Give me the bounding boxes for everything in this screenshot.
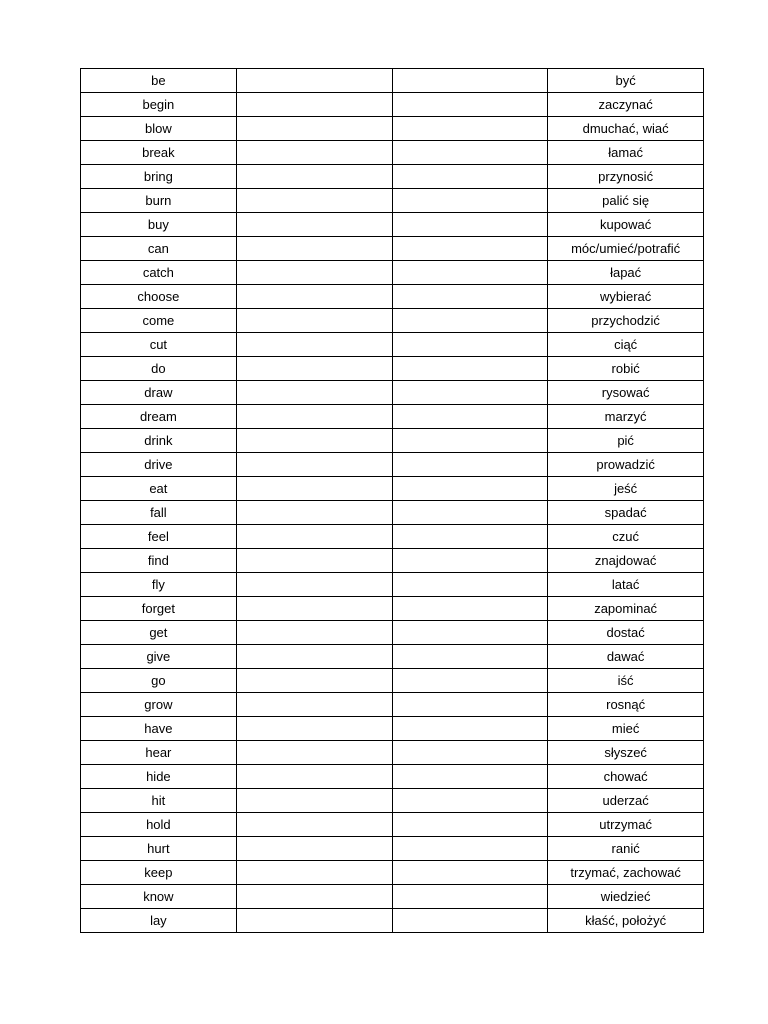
table-row (81, 693, 704, 717)
table-row (81, 765, 704, 789)
polish-translation-cell: palić się (548, 189, 704, 213)
table-row (81, 477, 704, 501)
english-verb-cell: draw (81, 381, 237, 405)
polish-translation-cell: marzyć (548, 405, 704, 429)
blank-answer-cell[interactable] (392, 597, 548, 621)
table-row (81, 69, 704, 93)
polish-translation-cell: prowadzić (548, 453, 704, 477)
blank-answer-cell[interactable] (236, 141, 392, 165)
english-verb-cell: fall (81, 501, 237, 525)
polish-translation-cell: zapominać (548, 597, 704, 621)
table-row (81, 525, 704, 549)
polish-translation-cell: zaczynać (548, 93, 704, 117)
polish-translation-cell: mieć (548, 717, 704, 741)
blank-answer-cell[interactable] (392, 669, 548, 693)
table-row (81, 789, 704, 813)
polish-translation-cell: kupować (548, 213, 704, 237)
english-verb-cell: catch (81, 261, 237, 285)
blank-answer-cell[interactable] (236, 669, 392, 693)
english-verb-cell: burn (81, 189, 237, 213)
blank-answer-cell[interactable] (392, 789, 548, 813)
english-verb-cell: hide (81, 765, 237, 789)
table-row (81, 573, 704, 597)
polish-translation-cell: ciąć (548, 333, 704, 357)
table-row (81, 453, 704, 477)
blank-answer-cell[interactable] (236, 453, 392, 477)
blank-answer-cell[interactable] (236, 261, 392, 285)
english-verb-cell: hurt (81, 837, 237, 861)
blank-answer-cell[interactable] (392, 813, 548, 837)
blank-answer-cell[interactable] (236, 693, 392, 717)
blank-answer-cell[interactable] (236, 741, 392, 765)
table-row (81, 237, 704, 261)
blank-answer-cell[interactable] (236, 93, 392, 117)
table-row (81, 141, 704, 165)
blank-answer-cell[interactable] (236, 117, 392, 141)
polish-translation-cell: trzymać, zachować (548, 861, 704, 885)
polish-translation-cell: kłaść, położyć (548, 909, 704, 933)
blank-answer-cell[interactable] (236, 285, 392, 309)
blank-answer-cell[interactable] (236, 549, 392, 573)
table-row (81, 333, 704, 357)
blank-answer-cell[interactable] (392, 525, 548, 549)
table-row (81, 501, 704, 525)
table-row (81, 381, 704, 405)
table-row (81, 597, 704, 621)
polish-translation-cell: łapać (548, 261, 704, 285)
table-row (81, 93, 704, 117)
blank-answer-cell[interactable] (236, 597, 392, 621)
english-verb-cell: know (81, 885, 237, 909)
english-verb-cell: find (81, 549, 237, 573)
english-verb-cell: choose (81, 285, 237, 309)
blank-answer-cell[interactable] (392, 693, 548, 717)
table-row (81, 909, 704, 933)
polish-translation-cell: móc/umieć/potrafić (548, 237, 704, 261)
table-row (81, 117, 704, 141)
polish-translation-cell: dawać (548, 645, 704, 669)
blank-answer-cell[interactable] (392, 261, 548, 285)
polish-translation-cell: iść (548, 669, 704, 693)
blank-answer-cell[interactable] (392, 837, 548, 861)
polish-translation-cell: wybierać (548, 285, 704, 309)
blank-answer-cell[interactable] (236, 69, 392, 93)
table-row (81, 645, 704, 669)
blank-answer-cell[interactable] (392, 189, 548, 213)
blank-answer-cell[interactable] (392, 549, 548, 573)
polish-translation-cell: uderzać (548, 789, 704, 813)
table-row (81, 837, 704, 861)
blank-answer-cell[interactable] (236, 189, 392, 213)
english-verb-cell: drive (81, 453, 237, 477)
table-row (81, 549, 704, 573)
polish-translation-cell: wiedzieć (548, 885, 704, 909)
blank-answer-cell[interactable] (236, 861, 392, 885)
blank-answer-cell[interactable] (392, 645, 548, 669)
blank-answer-cell[interactable] (236, 525, 392, 549)
english-verb-cell: cut (81, 333, 237, 357)
table-row (81, 405, 704, 429)
table-row (81, 189, 704, 213)
english-verb-cell: can (81, 237, 237, 261)
blank-answer-cell[interactable] (236, 309, 392, 333)
english-verb-cell: blow (81, 117, 237, 141)
blank-answer-cell[interactable] (392, 93, 548, 117)
blank-answer-cell[interactable] (236, 885, 392, 909)
english-verb-cell: drink (81, 429, 237, 453)
polish-translation-cell: przychodzić (548, 309, 704, 333)
table-row (81, 285, 704, 309)
blank-answer-cell[interactable] (392, 285, 548, 309)
polish-translation-cell: chować (548, 765, 704, 789)
table-row (81, 669, 704, 693)
blank-answer-cell[interactable] (236, 213, 392, 237)
blank-answer-cell[interactable] (392, 501, 548, 525)
polish-translation-cell: jeść (548, 477, 704, 501)
blank-answer-cell[interactable] (392, 477, 548, 501)
blank-answer-cell[interactable] (392, 861, 548, 885)
english-verb-cell: give (81, 645, 237, 669)
table-row (81, 741, 704, 765)
english-verb-cell: begin (81, 93, 237, 117)
english-verb-cell: eat (81, 477, 237, 501)
polish-translation-cell: pić (548, 429, 704, 453)
blank-answer-cell[interactable] (236, 717, 392, 741)
english-verb-cell: feel (81, 525, 237, 549)
blank-answer-cell[interactable] (236, 237, 392, 261)
blank-answer-cell[interactable] (236, 405, 392, 429)
polish-translation-cell: ranić (548, 837, 704, 861)
blank-answer-cell[interactable] (392, 213, 548, 237)
blank-answer-cell[interactable] (236, 909, 392, 933)
polish-translation-cell: być (548, 69, 704, 93)
blank-answer-cell[interactable] (236, 645, 392, 669)
verb-table-body (81, 69, 704, 933)
blank-answer-cell[interactable] (392, 909, 548, 933)
blank-answer-cell[interactable] (392, 141, 548, 165)
english-verb-cell: break (81, 141, 237, 165)
verb-table (80, 68, 704, 933)
blank-answer-cell[interactable] (392, 381, 548, 405)
blank-answer-cell[interactable] (392, 453, 548, 477)
blank-answer-cell[interactable] (392, 885, 548, 909)
english-verb-cell: hold (81, 813, 237, 837)
blank-answer-cell[interactable] (236, 765, 392, 789)
polish-translation-cell: rosnąć (548, 693, 704, 717)
polish-translation-cell: latać (548, 573, 704, 597)
polish-translation-cell: rysować (548, 381, 704, 405)
blank-answer-cell[interactable] (236, 573, 392, 597)
table-row (81, 165, 704, 189)
blank-answer-cell[interactable] (392, 165, 548, 189)
polish-translation-cell: znajdować (548, 549, 704, 573)
blank-answer-cell[interactable] (236, 837, 392, 861)
polish-translation-cell: utrzymać (548, 813, 704, 837)
blank-answer-cell[interactable] (392, 357, 548, 381)
blank-answer-cell[interactable] (392, 429, 548, 453)
table-row (81, 309, 704, 333)
blank-answer-cell[interactable] (392, 333, 548, 357)
polish-translation-cell: spadać (548, 501, 704, 525)
english-verb-cell: grow (81, 693, 237, 717)
table-row (81, 717, 704, 741)
blank-answer-cell[interactable] (236, 357, 392, 381)
table-row (81, 213, 704, 237)
blank-answer-cell[interactable] (392, 717, 548, 741)
english-verb-cell: forget (81, 597, 237, 621)
english-verb-cell: go (81, 669, 237, 693)
blank-answer-cell[interactable] (392, 309, 548, 333)
blank-answer-cell[interactable] (236, 789, 392, 813)
english-verb-cell: hit (81, 789, 237, 813)
blank-answer-cell[interactable] (236, 381, 392, 405)
english-verb-cell: bring (81, 165, 237, 189)
blank-answer-cell[interactable] (236, 621, 392, 645)
polish-translation-cell: przynosić (548, 165, 704, 189)
polish-translation-cell: dmuchać, wiać (548, 117, 704, 141)
polish-translation-cell: słyszeć (548, 741, 704, 765)
blank-answer-cell[interactable] (236, 813, 392, 837)
english-verb-cell: fly (81, 573, 237, 597)
table-row (81, 261, 704, 285)
blank-answer-cell[interactable] (392, 237, 548, 261)
english-verb-cell: come (81, 309, 237, 333)
blank-answer-cell[interactable] (392, 117, 548, 141)
table-row (81, 621, 704, 645)
polish-translation-cell: dostać (548, 621, 704, 645)
blank-answer-cell[interactable] (236, 333, 392, 357)
blank-answer-cell[interactable] (392, 405, 548, 429)
blank-answer-cell[interactable] (236, 501, 392, 525)
blank-answer-cell[interactable] (392, 69, 548, 93)
table-row (81, 429, 704, 453)
blank-answer-cell[interactable] (236, 477, 392, 501)
english-verb-cell: dream (81, 405, 237, 429)
english-verb-cell: get (81, 621, 237, 645)
blank-answer-cell[interactable] (236, 429, 392, 453)
blank-answer-cell[interactable] (392, 741, 548, 765)
table-row (81, 885, 704, 909)
blank-answer-cell[interactable] (392, 765, 548, 789)
table-row (81, 357, 704, 381)
english-verb-cell: keep (81, 861, 237, 885)
english-verb-cell: lay (81, 909, 237, 933)
blank-answer-cell[interactable] (392, 573, 548, 597)
english-verb-cell: have (81, 717, 237, 741)
english-verb-cell: hear (81, 741, 237, 765)
english-verb-cell: buy (81, 213, 237, 237)
table-row (81, 861, 704, 885)
blank-answer-cell[interactable] (392, 621, 548, 645)
polish-translation-cell: łamać (548, 141, 704, 165)
english-verb-cell: be (81, 69, 237, 93)
polish-translation-cell: robić (548, 357, 704, 381)
english-verb-cell: do (81, 357, 237, 381)
polish-translation-cell: czuć (548, 525, 704, 549)
table-row (81, 813, 704, 837)
blank-answer-cell[interactable] (236, 165, 392, 189)
